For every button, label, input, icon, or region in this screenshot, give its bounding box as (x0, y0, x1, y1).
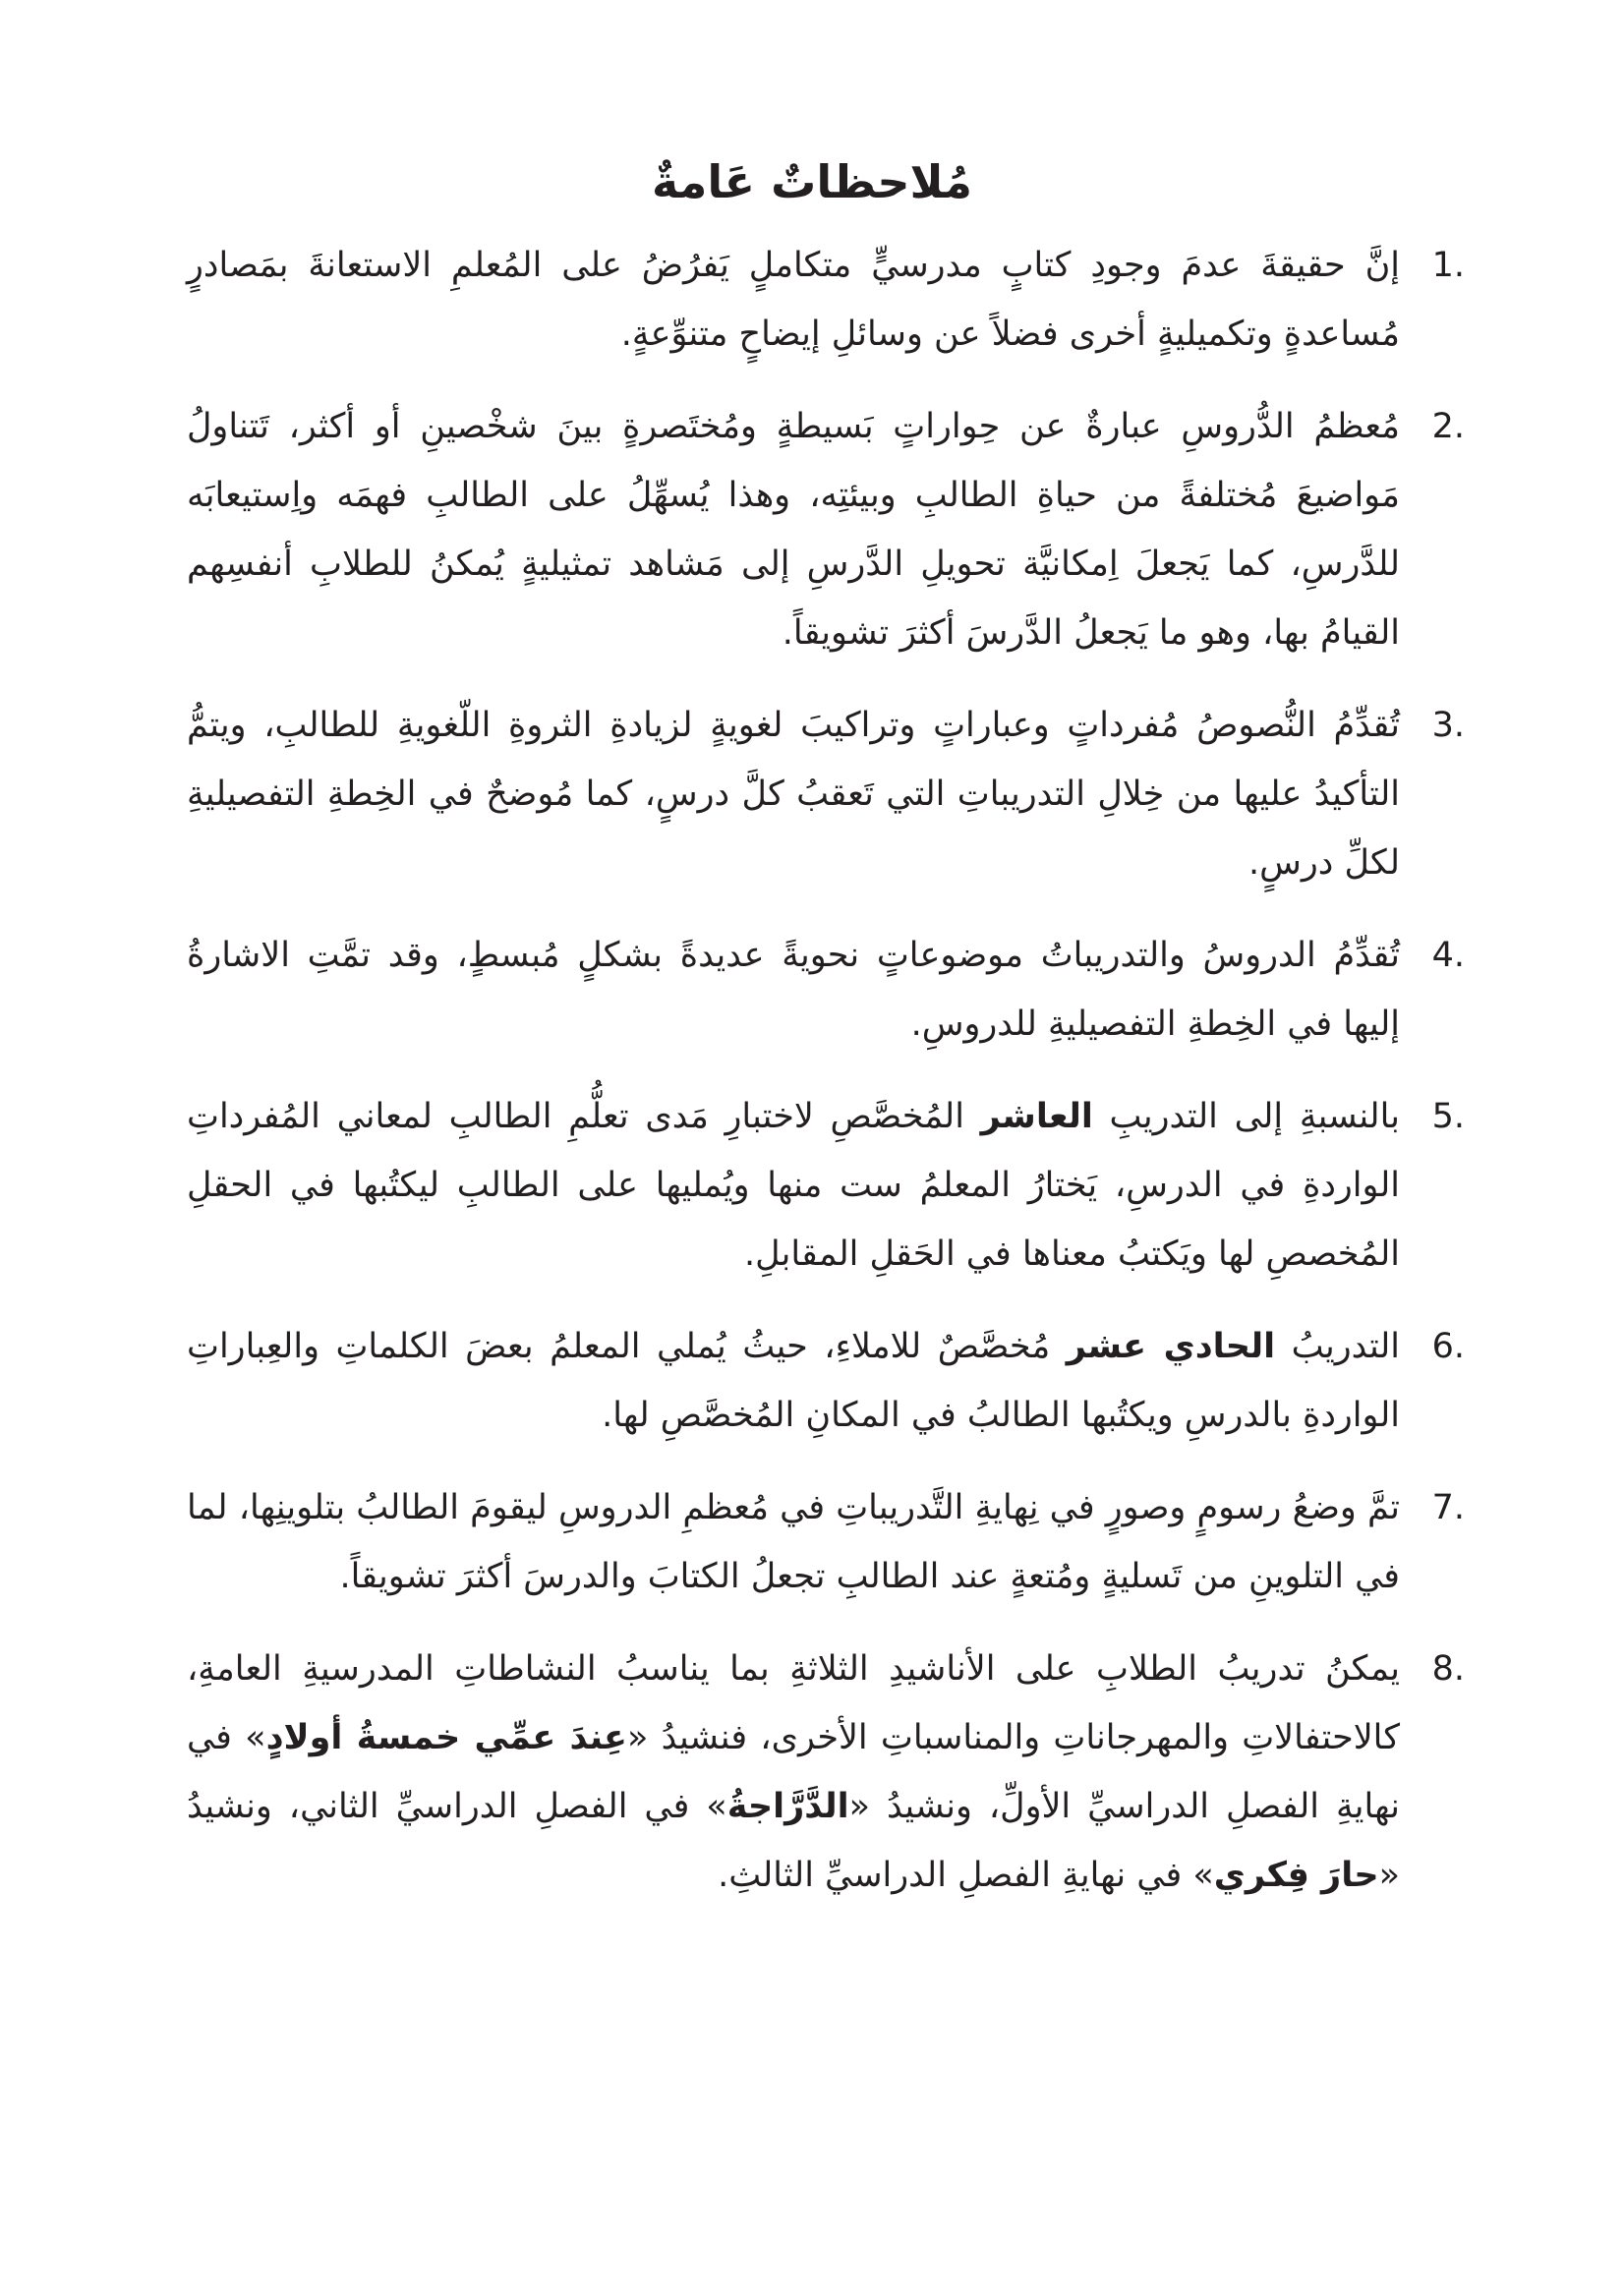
note-number: 1. (1431, 246, 1465, 285)
note-item-6 (187, 1312, 1465, 1450)
notes-list (187, 231, 1465, 1933)
note-text: تُقدِّمُ النُّصوصُ مُفرداتٍ وعباراتٍ وتراكيبَ لغويةٍ لزيادةِ الثروةِ اللّغويةِ للطالبِ، ويتمُّ التأكيدُ عليها من خِلالِ التدريباتِ التي تَعقبُ كلَّ درسٍ، كما مُوضحٌ في الخِطةِ التفصيليةِ لكلِّ درسٍ. (187, 706, 1400, 883)
note-item-4 (187, 921, 1465, 1059)
note-item-8 (187, 1635, 1465, 1910)
note-item-3 (187, 691, 1465, 897)
note-text: تمَّ وضعُ رسومٍ وصورٍ في نِهايةِ التَّدريباتِ في مُعظمِ الدروسِ ليقومَ الطالبُ بتلوينِها، لما في التلوينِ من تَسليةٍ ومُتعةٍ عند الطالبِ تجعلُ الكتابَ والدرسَ أكثرَ تشويقاً. (187, 1488, 1400, 1596)
note-number: 5. (1431, 1097, 1465, 1136)
bold-term: الحادي عشر (1066, 1327, 1276, 1366)
note-item-7 (187, 1473, 1465, 1611)
note-text: تُقدِّمُ الدروسُ والتدريباتُ موضوعاتٍ نحويةً عديدةً بشكلٍ مُبسطٍ، وقد تمَّتِ الاشارةُ إليها في الخِطةِ التفصيليةِ للدروسِ. (187, 936, 1400, 1044)
note-text: مُعظمُ الدُّروسِ عبارةٌ عن حِواراتٍ بَسيطةٍ ومُختَصرةٍ بينَ شخْصينِ أو أكثر، تَتناولُ مَواضيعَ مُختلفةً من حياةِ الطالبِ وبيئتِه، وهذا يُسهِّلُ على الطالبِ فهمَه واِستيعابَه للدَّرسِ، كما يَجعلَ اِمكانيَّة تحويلِ الدَّرسِ إلى مَشاهد تمثيليةٍ يُمكنُ للطلابِ أنفسِهم القيامُ بها، وهو ما يَجعلُ الدَّرسَ أكثرَ تشويقاً. (187, 407, 1400, 653)
note-number: 3. (1431, 706, 1465, 745)
note-text: بالنسبةِ إلى التدريبِ العاشر المُخصَّصِ لاختبارِ مَدى تعلُّمِ الطالبِ لمعاني المُفرداتِ الواردةِ في الدرسِ، يَختارُ المعلمُ ست منها ويُمليها على الطالبِ ليكتُبها في الحقلِ المُخصصِ لها ويَكتبُ معناها في الحَقلِ المقابلِ. (187, 1097, 1400, 1274)
note-text: يمكنُ تدريبُ الطلابِ على الأناشيدِ الثلاثةِ بما يناسبُ النشاطاتِ المدرسيةِ العامةِ، كالاحتفالاتِ والمهرجاناتِ والمناسباتِ الأخرى، فنشيدُ «عِندَ عمِّي خمسةُ أولادٍ» في نهايةِ الفصلِ الدراسيِّ الأولِّ، ونشيدُ «الدَّرَّاجةُ» في الفصلِ الدراسيِّ الثاني، ونشيدُ «حارَ فِكري» في نهايةِ الفصلِ الدراسيِّ الثالثِ. (187, 1649, 1400, 1895)
note-text: التدريبُ الحادي عشر مُخصَّصٌ للاملاءِ، حيثُ يُملي المعلمُ بعضَ الكلماتِ والعِباراتِ الواردةِ بالدرسِ ويكتُبها الطالبُ في المكانِ المُخصَّصِ لها. (187, 1327, 1400, 1435)
song-title: الدَّرَّاجةُ (726, 1787, 849, 1826)
song-title: عِندَ عمِّي خمسةُ أولادٍ (265, 1718, 627, 1757)
song-title: حارَ فِكري (1213, 1856, 1379, 1895)
note-text: إنَّ حقيقةَ عدمَ وجودِ كتابٍ مدرسيٍّ متكاملٍ يَفرُضُ على المُعلمِ الاستعانةَ بمَصادرٍ مُساعدةٍ وتكميليةٍ أخرى فضلاً عن وسائلِ إيضاحٍ متنوِّعةٍ. (187, 246, 1400, 354)
note-item-2 (187, 392, 1465, 667)
note-number: 6. (1431, 1327, 1465, 1366)
note-item-1 (187, 231, 1465, 369)
page-title: مُلاحظاتٌ عَامةٌ (652, 155, 972, 208)
note-number: 8. (1431, 1649, 1465, 1689)
bold-term: العاشر (980, 1097, 1093, 1136)
note-number: 7. (1431, 1488, 1465, 1527)
note-number: 4. (1431, 936, 1465, 975)
note-number: 2. (1431, 407, 1465, 446)
note-item-5 (187, 1082, 1465, 1289)
